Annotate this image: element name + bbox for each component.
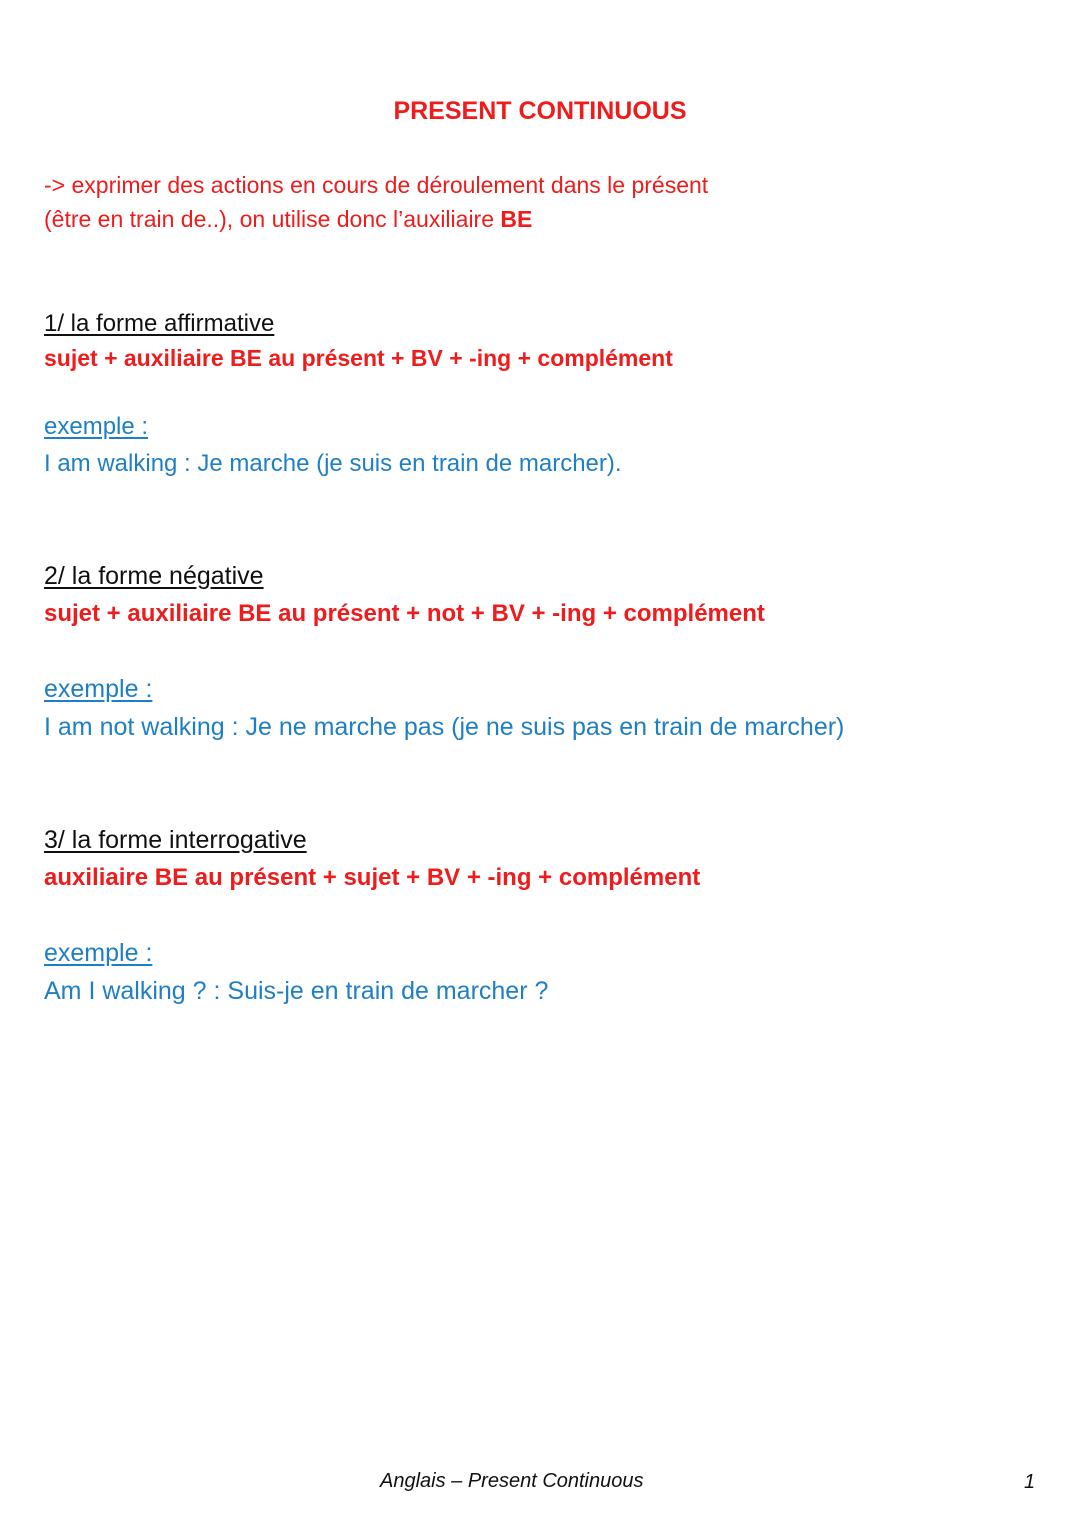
section-heading-affirmative: 1/ la forme affirmative [44,310,275,337]
example-text-interrogative: Am I walking ? : Suis-je en train de marcher ? [44,977,549,1005]
section-rule-affirmative: sujet + auxiliaire BE au présent + BV + -ing + complément [44,345,673,371]
page-title: PRESENT CONTINUOUS [393,97,687,125]
section-heading-interrogative: 3/ la forme interrogative [44,826,307,854]
section-rule-negative: sujet + auxiliaire BE au présent + not + BV + -ing + complément [44,600,765,627]
example-label-negative: exemple : [44,675,153,703]
intro-line-2-bold: BE [500,206,533,232]
page-number: 1 [1024,1471,1036,1493]
intro-line-2 [44,206,532,233]
intro-line-2-text: (être en train de..), on utilise donc l’auxiliaire [44,206,501,232]
example-label-affirmative: exemple : [44,413,149,440]
page-footer: Anglais – Present Continuous [380,1470,644,1492]
section-heading-negative: 2/ la forme négative [44,562,264,590]
example-text-affirmative: I am walking : Je marche (je suis en train de marcher). [44,450,622,477]
example-text-negative: I am not walking : Je ne marche pas (je ne suis pas en train de marcher) [44,713,845,741]
example-label-interrogative: exemple : [44,939,153,967]
section-rule-interrogative: auxiliaire BE au présent + sujet + BV + -ing + complément [44,864,701,891]
intro-line-1: -> exprimer des actions en cours de déroulement dans le présent [44,172,709,198]
